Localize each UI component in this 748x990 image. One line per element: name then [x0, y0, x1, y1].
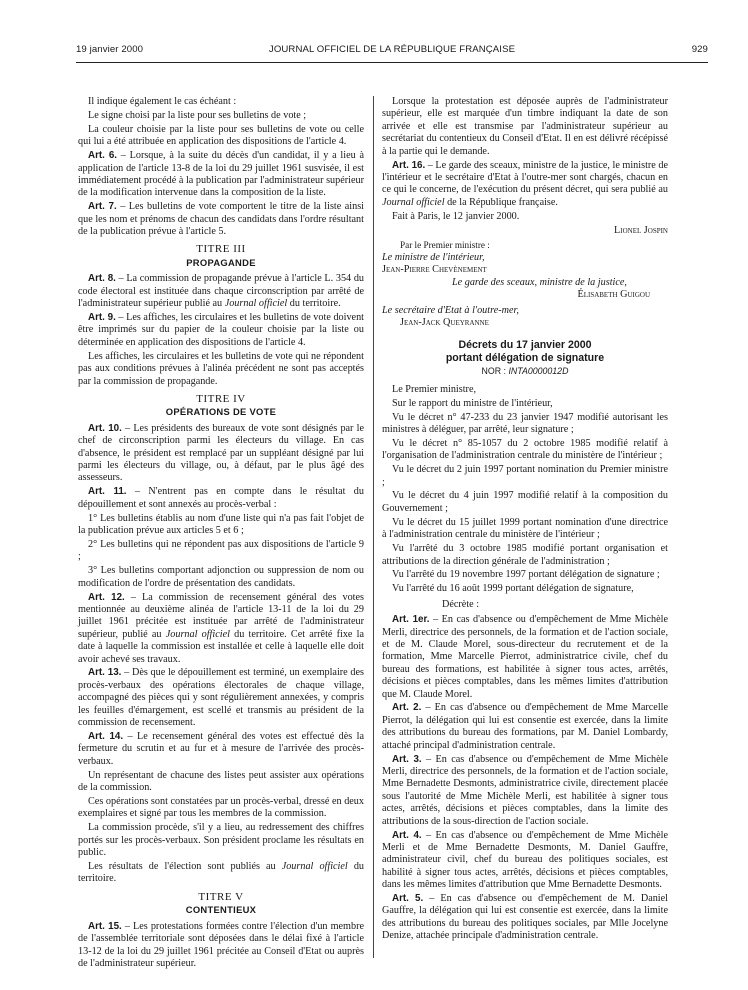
paragraph: Ces opérations sont constatées par un procès-verbal, dressé en deux exemplaires et signé par tous les membres de la commission. — [78, 796, 364, 820]
visa: Vu le décret n° 85-1057 du 2 octobre 1985 modifié relatif à l'organisation de l'administration centrale du ministère de l'intérieur ; — [382, 437, 668, 462]
signatory-name: Jean-Pierre Chevènement — [382, 264, 487, 276]
journal-reference: Journal officiel — [224, 298, 288, 310]
section-subtitle: PROPAGANDE — [186, 256, 256, 268]
signatory-role: Le secrétaire d'Etat à l'outre-mer, — [382, 304, 519, 316]
paragraph-text: du territoire. — [78, 861, 365, 885]
section-subtitle: OPÉRATIONS DE VOTE — [165, 406, 277, 418]
visa: Vu l'arrêté du 16 août 1999 portant délégation de signature, — [392, 583, 634, 595]
visa: Sur le rapport du ministre de l'intérieur, — [392, 397, 553, 409]
paragraph: La couleur choisie par la liste pour ses bulletins de vote ou celle qui lui a été attribuée en application des dispositions de l'article 4. — [78, 123, 364, 148]
decree-article-5 — [382, 893, 668, 943]
article-label: Art. 14. — [88, 731, 124, 742]
section-title: TITRE III — [196, 243, 246, 256]
article-11 — [78, 486, 364, 511]
article-16 — [382, 160, 668, 210]
header-page-number: 929 — [691, 44, 708, 55]
section-title: TITRE V — [198, 890, 244, 903]
article-label: Art. 15. — [88, 920, 122, 932]
decree-article-2 — [382, 702, 668, 752]
visa: Vu le décret du 15 juillet 1999 portant nomination d'une directrice à l'administration centrale du ministère de l'intérieur ; — [382, 516, 668, 541]
visa: Vu le décret du 2 juin 1997 portant nomination du Premier ministre ; — [382, 464, 668, 488]
list-item: 3° Les bulletins comportant adjonction ou suppression de nom ou modification de l'ordre de présentation des candidats. — [78, 565, 364, 589]
paragraph: Un représentant de chacune des listes peut assister aux opérations de la commission. — [78, 769, 364, 794]
article-label: Art. 12. — [88, 591, 125, 603]
article-label: Art. 16. — [392, 159, 426, 171]
signatory-prime-minister: Lionel Jospin — [614, 225, 668, 237]
signatory-name: Élisabeth Guigou — [577, 289, 650, 301]
article-text: – En cas d'absence ou d'empêchement de Mme Marcelle Pierrot, la délégation qui lui est consentie est exercée, dans la limite des attributions du bureau des formations, par M. Daniel Lombardy, attaché principal d'administration centrale. — [382, 702, 669, 751]
header-title: JOURNAL OFFICIEL DE LA RÉPUBLIQUE FRANÇAISE — [268, 44, 516, 55]
decree-article-4 — [382, 830, 668, 892]
article-label: Art. 2. — [392, 702, 422, 714]
header-rule — [76, 62, 708, 63]
article-text: – N'entrent pas en compte dans le résultat du dépouillement et sont annexés au procès-verbal : — [78, 486, 364, 510]
article-text: – Les protestations formées contre l'élection d'un membre de l'assemblée territoriale sont déposées dans le délai fixé à l'article 13-12 de la loi du 29 juillet 1961 précitée au Conseil d'Etat ou auprès de l'administrateur supérieur. — [78, 920, 364, 969]
article-label: Art. 9. — [88, 312, 116, 323]
article-6 — [78, 150, 364, 200]
paragraph: Lorsque la protestation est déposée auprès de l'administrateur supérieur, elle est marquée d'un timbre indiquant la date de son arrivée et elle est transmise par l'administrateur supérieur au secrétariat du contentieux du Conseil d'Etat. Il en est délivré récépissé à la partie qui le demande. — [382, 96, 668, 157]
article-text: – En cas d'absence ou d'empêchement de Mme Michèle Merli et de Mme Bernadette Desmonts, M. Daniel Gauffre, administrateur civil, chef du bureau des politiques sociales, est habilité à signer tous actes, arrêtés, décisions et pièces comptables, dans les mêmes limites d'attribution que Mme Bernadette Desmonts. — [382, 829, 668, 891]
header-date: 19 janvier 2000 — [76, 44, 144, 55]
article-text: – Les affiches, les circulaires et les bulletins de vote doivent être imprimés sur du papier de la couleur choisie par la liste ou déterminée en application des dispositions de l'article 4. — [78, 312, 365, 348]
article-label: Art. 10. — [88, 422, 122, 434]
right-column — [382, 96, 668, 944]
signatory-role: Le ministre de l'intérieur, — [382, 251, 485, 263]
decree-title-line: Décrets du 17 janvier 2000 — [458, 339, 592, 352]
article-15 — [78, 921, 364, 971]
article-label: Art. 3. — [392, 753, 422, 765]
article-text: – Les présidents des bureaux de vote sont désignés par le chef de circonscription parmi les électeurs du village. En cas d'absence, le président est remplacé par un suppléant désigné par lui parmi les électeurs du village, ou, à défaut, par le plus âgé des assesseurs. — [78, 422, 364, 484]
paragraph: La commission procède, s'il y a lieu, au redressement des chiffres portés sur les procès-verbaux. Son président proclame les résultats en public. — [78, 822, 364, 859]
article-label: Art. 4. — [392, 829, 422, 841]
section-subtitle: CONTENTIEUX — [185, 904, 257, 916]
signature-date: Fait à Paris, le 12 janvier 2000. — [392, 210, 520, 222]
journal-reference: Journal officiel — [281, 861, 348, 873]
article-8 — [78, 273, 364, 310]
article-text: – Lorsque, à la suite du décès d'un candidat, il y a lieu à application de l'article 13-8 de la loi du 29 juillet 1961 susvisée, il est immédiatement procédé à la publication par l'administrateur supérieur de la modification intervenue dans la composition de la liste. — [78, 150, 365, 199]
article-label: Art. 11. — [88, 486, 127, 498]
article-text: – Le garde des sceaux, ministre de la justice, le ministre de l'intérieur et le secrétaire d'Etat à l'outre-mer sont chargés, chacun en ce qui le concerne, de l'exécution du présent décret, qui sera publié au — [382, 159, 668, 196]
article-text: – En cas d'absence ou d'empêchement de Mme Michèle Merli, directrice des personnels, de la formation et de l'action sociale, Mme Bernadette Desmonts, administratrice civile, directement placée sous l'autorité de Mme Michèle Merli, est habilitée à signer tous actes, arrêtés, décisions et pièces comptables, dans la limite des attributions de la sous-direction de l'action sociale. — [382, 753, 668, 827]
decrete-label: Décrète : — [442, 598, 480, 610]
signatory-role: Le garde des sceaux, ministre de la justice, — [452, 276, 627, 288]
article-label: Art. 1er. — [392, 614, 430, 626]
nor-value: INTA0000012D — [508, 366, 569, 377]
paragraph: Les affiches, les circulaires et les bulletins de vote qui ne répondent pas aux conditions prévues à l'alinéa précédent ne sont pas acceptés par la commission de propagande. — [78, 350, 364, 387]
article-label: Art. 6. — [88, 150, 117, 162]
article-text: du territoire. Cet arrêté fixe la date à laquelle la commission est installée et celle à laquelle elle doit avoir achevé ses travaux. — [78, 628, 365, 665]
decree-article-1 — [382, 614, 668, 701]
visa: Vu l'arrêté du 3 octobre 1985 modifié portant organisation et attributions de la direction générale de l'administration ; — [382, 543, 668, 567]
list-item: 2° Les bulletins qui ne répondent pas aux dispositions de l'article 9 ; — [78, 538, 364, 563]
article-text: – La commission de propagande prévue à l'article L. 354 du code électoral est instituée dans chaque circonscription par arrêté de l'administrateur supérieur publié au — [78, 273, 365, 310]
signatory-name: Jean-Jack Queyranne — [400, 316, 489, 328]
article-14 — [78, 731, 364, 768]
page-header — [76, 44, 708, 60]
article-text: du territoire. — [287, 298, 341, 310]
article-text: de la République française. — [444, 196, 558, 208]
section-title: TITRE IV — [196, 392, 246, 405]
article-text: – En cas d'absence ou d'empêchement de M. Daniel Gauffre, la délégation qui lui est consentie est exercée, dans la limite des attributions du bureau des politiques sociales, par Mlle Jocelyne Denize, attachée principale d'administration centrale. — [382, 893, 668, 942]
article-7 — [78, 201, 364, 238]
decree-title-line: portant délégation de signature — [445, 351, 605, 364]
article-label: Art. 8. — [88, 273, 116, 285]
article-label: Art. 5. — [392, 893, 424, 905]
visa: Vu le décret n° 47-233 du 23 janvier 1947 modifié autorisant les ministres à déléguer, par arrêté, leur signature ; — [382, 411, 668, 435]
list-item: 1° Les bulletins établis au nom d'une liste qui n'a pas fait l'objet de la publication prévue aux articles 5 et 6 ; — [78, 512, 364, 536]
article-label: Art. 13. — [88, 667, 122, 679]
journal-reference: Journal officiel — [382, 196, 445, 208]
column-divider — [373, 96, 374, 958]
article-9 — [78, 312, 364, 349]
paragraph — [78, 861, 364, 886]
article-text: – Le recensement général des votes est effectué dès la fermeture du scrutin et au fur et à mesure de l'arrivée des procès-verbaux. — [78, 731, 364, 767]
nor-label: NOR : — [481, 366, 509, 377]
paragraph: Le signe choisi par la liste pour ses bulletins de vote ; — [88, 109, 307, 121]
article-13 — [78, 667, 364, 729]
decree-article-3 — [382, 754, 668, 828]
article-text: – La commission de recensement général des votes mentionnée au deuxième alinéa de l'article 13-11 de la loi du 29 juillet 1961 précitée est instituée par arrêté de l'administrateur supérieur, publié au — [78, 591, 364, 640]
article-10 — [78, 423, 364, 485]
paragraph: Il indique également le cas échéant : — [88, 96, 237, 107]
journal-reference: Journal officiel — [165, 628, 230, 640]
article-text: – En cas d'absence ou d'empêchement de Mme Michèle Merli, directrice des personnels, de la formation et de l'action sociale, et de M. Claude Morel, sous-directeur du recrutement et de la formation, Mme Marcelle Pierrot, administratrice civile, chef du bureau des formations, est habilitée à signer tous actes, arrêtés, décisions et pièces comptables, dans les mêmes limites d'attribution que M. Claude Morel. — [382, 614, 668, 700]
nor-reference — [382, 365, 668, 377]
paragraph-text: Les résultats de l'élection sont publiés au — [88, 861, 282, 873]
article-text: – Les bulletins de vote comportent le titre de la liste ainsi que les nom et prénoms de chacun des candidats dans l'ordre résultant de la publication prévue à l'article 5. — [78, 201, 365, 238]
visa: Vu l'arrêté du 19 novembre 1997 portant délégation de signature ; — [392, 569, 660, 581]
article-12 — [78, 592, 364, 666]
left-column — [78, 96, 364, 972]
decree-title — [382, 339, 668, 364]
article-text: – Dès que le dépouillement est terminé, un exemplaire des procès-verbaux des opérations électorales de chaque village, accompagné des pièces qui y sont régulièrement annexées, y compris les feuilles d'émargement, est scellé et transmis au président de la commission de recensement. — [78, 667, 364, 729]
article-label: Art. 7. — [88, 201, 117, 213]
signatory-intro: Par le Premier ministre : — [400, 240, 490, 251]
visa: Le Premier ministre, — [392, 383, 477, 395]
visa: Vu le décret du 4 juin 1997 modifié relatif à la composition du Gouvernement ; — [382, 490, 668, 514]
